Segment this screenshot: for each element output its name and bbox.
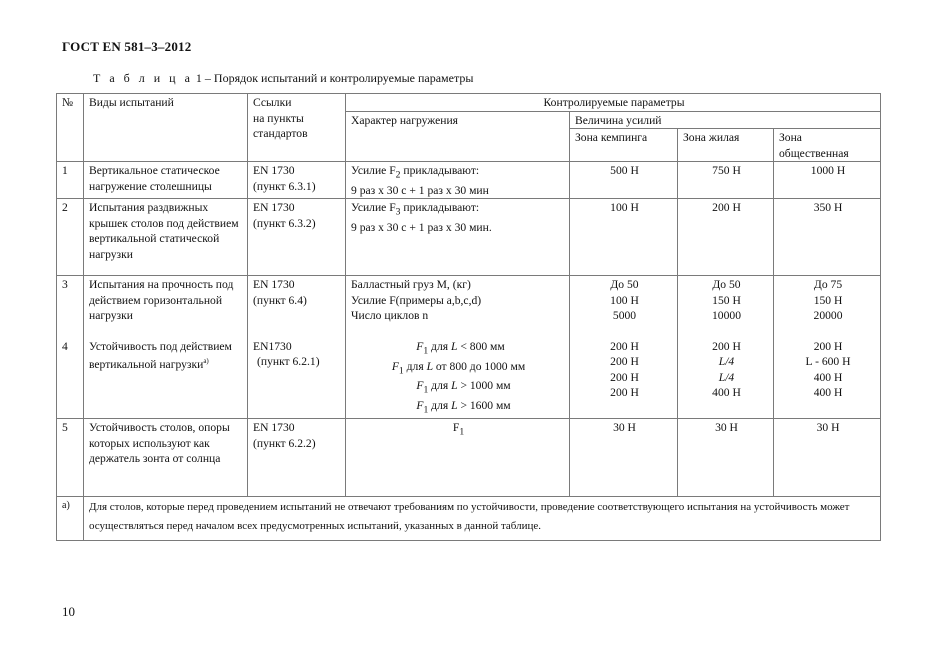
table-row (57, 419, 881, 497)
row-ref-line: EN 1730 (253, 278, 295, 292)
row-load (346, 162, 570, 199)
header-num: № (57, 94, 84, 162)
value-line: 200 Н (813, 339, 843, 353)
table-row (57, 276, 881, 338)
row-test-type: Устойчивость столов, опоры которых используют как держатель зонта от солнца (84, 419, 248, 497)
table-row (57, 338, 881, 419)
row-public: 350 Н (774, 199, 881, 276)
row-public: 30 Н (774, 419, 881, 497)
table-row (57, 162, 881, 199)
row-ref-line: (пункт 6.2.1) (257, 355, 320, 369)
row-test-type: Испытания раздвижных крышек столов под действием вертикальной статической нагрузки (84, 199, 248, 276)
row-camping (570, 338, 678, 419)
var-l: L (451, 379, 458, 393)
value-line: 100 Н (610, 293, 639, 307)
table-caption (93, 71, 473, 86)
value-line: 10000 (712, 309, 741, 323)
load-text: прикладывают: (400, 164, 480, 177)
row-public (774, 276, 881, 338)
row-camping (570, 276, 678, 338)
caption-label: Т а б л и ц а (93, 71, 193, 85)
header-test-type: Виды испытаний (84, 94, 248, 162)
table-row (57, 199, 881, 276)
row-load-line: Число циклов n (351, 309, 429, 323)
document-code: ГОСТ EN 581–3–2012 (62, 39, 192, 54)
row-public (774, 338, 881, 419)
load-text: для (428, 399, 452, 413)
value-line: До 50 (610, 278, 639, 292)
value-line: 400 Н (712, 386, 741, 400)
row-ref-line: EN 1730 (253, 421, 295, 435)
value-line: 150 Н (712, 293, 741, 307)
row-ref (248, 338, 346, 419)
row-test-type (84, 338, 248, 419)
test-parameters-table (56, 93, 881, 541)
row-ref-line: (пункт 6.2.2) (253, 436, 316, 450)
var-l: L (451, 399, 458, 413)
row-load-line (351, 200, 566, 220)
value-line: 5000 (612, 309, 637, 323)
header-refs (248, 94, 346, 162)
row-residential (678, 276, 774, 338)
value-line (683, 370, 770, 386)
var-f: F (416, 339, 424, 353)
value-line: 200 Н (712, 339, 741, 353)
var-f: F (416, 399, 424, 413)
footnote-row (57, 497, 881, 541)
footnote-text: Для столов, которые перед проведением испытаний не отвечают требованиям по устойчивости, проведение соответствующего испытания на устойчивость может осуществляться перед началом всех предусмотренных испытаний, указанных в данной таблице. (84, 497, 881, 541)
var-f: F (416, 379, 424, 393)
value-line: 200 Н (610, 370, 639, 384)
load-subscript: 1 (423, 384, 429, 396)
row-load-line: Балластный груз М, (кг) (351, 278, 471, 292)
var-l: L (426, 359, 434, 373)
row-load-line (351, 378, 566, 398)
row-load (346, 276, 570, 338)
page-number: 10 (62, 604, 75, 619)
row-load-line: Усилие F(примеры a,b,c,d) (351, 293, 482, 307)
row-ref-line: (пункт 6.4) (253, 293, 307, 307)
row-ref-line: EN 1730 (253, 164, 295, 177)
footnote-mark: а) (57, 497, 84, 541)
caption-title: 1 – Порядок испытаний и контролируемые параметры (192, 71, 474, 85)
value-line: До 50 (712, 278, 741, 292)
load-subscript: 1 (398, 364, 404, 376)
row-load (346, 338, 570, 419)
value-line: 400 Н (813, 386, 843, 400)
footnote-ref: a) (203, 357, 209, 366)
load-subscript: 3 (395, 206, 401, 218)
value-line: 400 Н (813, 370, 843, 384)
row-test-type-text: Устойчивость под действием вертикальной нагрузки (89, 339, 232, 372)
header-zone-public-line: Зона (779, 131, 802, 144)
header-load-character: Характер нагружения (346, 111, 570, 162)
row-residential: 200 Н (678, 199, 774, 276)
row-num: 1 (57, 162, 84, 199)
value-line: 200 Н (610, 339, 639, 353)
value-line: 200 Н (610, 355, 639, 369)
row-load-line (351, 163, 566, 183)
row-num: 2 (57, 199, 84, 276)
value-italic: L/4 (718, 355, 735, 369)
row-load (346, 419, 570, 497)
value-line (683, 354, 770, 370)
load-text: Усилие F (351, 201, 396, 215)
row-ref-line: (пункт 6.3.1) (253, 179, 316, 193)
load-text: для (403, 359, 427, 373)
header-controlled-params: Контролируемые параметры (346, 94, 881, 112)
row-residential (678, 338, 774, 419)
row-residential: 750 Н (678, 162, 774, 199)
load-subscript: 1 (459, 426, 465, 438)
header-refs-line: на пункты (253, 111, 304, 125)
row-camping: 500 Н (570, 162, 678, 199)
header-force-magnitude: Величина усилий (570, 111, 881, 129)
header-zone-camping: Зона кемпинга (570, 129, 678, 162)
row-num: 4 (57, 338, 84, 419)
row-ref (248, 199, 346, 276)
load-text: > 1000 мм (457, 379, 511, 393)
load-text: прикладывают: (400, 201, 480, 215)
row-load-line: 9 раз x 30 с + 1 раз x 30 мин (351, 183, 489, 197)
row-load-line (351, 339, 566, 359)
row-camping: 100 Н (570, 199, 678, 276)
row-load-line (351, 398, 566, 418)
row-test-type: Вертикальное статическое нагружение столешницы (84, 162, 248, 199)
row-ref (248, 162, 346, 199)
row-ref-line: EN1730 (253, 339, 292, 353)
row-public: 1000 Н (774, 162, 881, 199)
header-refs-line: стандартов (253, 127, 308, 140)
row-num: 3 (57, 276, 84, 338)
row-test-type: Испытания на прочность под действием горизонтальной нагрузки (84, 276, 248, 338)
value-line: L - 600 Н (805, 355, 851, 369)
header-zone-public-line: общественная (779, 146, 849, 160)
load-text: > 1600 мм (457, 399, 511, 413)
value-line: 150 Н (813, 293, 843, 307)
row-load-line (351, 359, 566, 379)
load-text: Усилие F (351, 164, 396, 177)
row-num: 5 (57, 419, 84, 497)
row-ref-line: (пункт 6.3.2) (253, 216, 316, 230)
load-text: F (452, 421, 460, 435)
header-refs-line: Ссылки (253, 96, 292, 109)
row-ref (248, 419, 346, 497)
row-camping: 30 Н (570, 419, 678, 497)
load-text: для (428, 379, 452, 393)
load-subscript: 2 (395, 169, 401, 181)
load-subscript: 1 (423, 404, 429, 416)
value-line: 200 Н (610, 386, 639, 400)
header-zone-residential: Зона жилая (678, 129, 774, 162)
row-ref (248, 276, 346, 338)
row-load-line: 9 раз x 30 с + 1 раз x 30 мин. (351, 221, 492, 235)
value-italic: L/4 (718, 370, 735, 384)
value-line: 20000 (813, 309, 843, 323)
var-f: F (391, 359, 399, 373)
load-subscript: 1 (423, 345, 429, 357)
var-l: L (450, 339, 458, 353)
row-load (346, 199, 570, 276)
header-zone-public (774, 129, 881, 162)
load-text: от 800 до 1000 мм (433, 359, 526, 373)
load-text: для (428, 339, 451, 353)
load-text: < 800 мм (457, 339, 505, 353)
row-ref-line: EN 1730 (253, 201, 295, 215)
row-residential: 30 Н (678, 419, 774, 497)
value-line: До 75 (813, 278, 843, 292)
